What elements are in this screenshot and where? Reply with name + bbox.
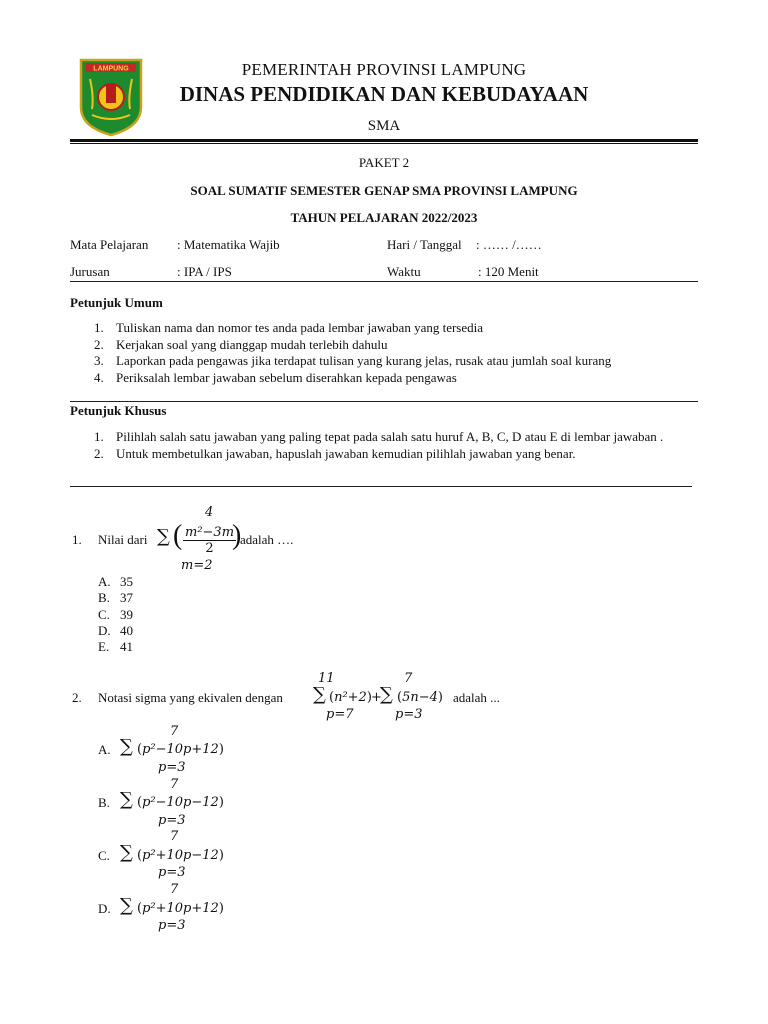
- khusus-divider: [70, 486, 692, 487]
- q1-lower-limit: m=2: [181, 558, 213, 573]
- q1-option[interactable]: A. 35: [98, 574, 133, 589]
- q2-optC-term: p²+10p−12: [142, 848, 219, 863]
- petunjuk-umum-heading: Petunjuk Umum: [70, 295, 163, 310]
- petunjuk-khusus-heading: Petunjuk Khusus: [70, 403, 167, 418]
- mapel-label: Mata Pelajaran: [70, 237, 149, 252]
- q2-optB-letter[interactable]: B.: [98, 795, 110, 810]
- sigma-icon: ∑: [120, 736, 133, 757]
- q2-plus: +: [371, 690, 382, 705]
- paket-label: PAKET 2: [358, 155, 410, 170]
- waktu-value: : 120 Menit: [478, 264, 539, 279]
- q1-numerator: m²−3m: [185, 525, 235, 540]
- q1-option[interactable]: B. 37: [98, 590, 133, 606]
- hari-value: : …… /……: [476, 237, 542, 252]
- q2-optA-term-wrap[interactable]: (p²−10p+12): [137, 742, 224, 757]
- list-item: 1. Tuliskan nama dan nomor tes anda pada lembar jawaban yang tersedia: [94, 320, 484, 335]
- sigma-icon: ∑: [120, 842, 133, 863]
- q1-number: 1.: [72, 532, 82, 547]
- waktu-label: Waktu: [387, 264, 421, 279]
- academic-year: TAHUN PELAJARAN 2022/2023: [290, 210, 478, 225]
- mapel-value: : Matematika Wajib: [177, 237, 280, 252]
- q2-optD-letter[interactable]: D.: [98, 901, 111, 916]
- list-item: 4. Periksalah lembar jawaban sebelum diserahkan kepada pengawas: [94, 369, 457, 385]
- q2-optC-letter[interactable]: C.: [98, 848, 110, 863]
- q1-denominator: 2: [205, 541, 214, 556]
- q2-optB-term-wrap[interactable]: (p²−10p−12): [137, 795, 224, 810]
- info-divider: [70, 281, 698, 282]
- q2-optD-upper: 7: [170, 882, 179, 897]
- sigma-icon: ∑: [120, 895, 133, 916]
- jurusan-value: : IPA / IPS: [177, 264, 232, 279]
- q2-optA-lower: p=3: [158, 760, 186, 775]
- logo-text: LAMPUNG: [93, 65, 129, 73]
- petunjuk-umum-list: [70, 320, 680, 386]
- header-line1: PEMERINTAH PROVINSI LAMPUNG: [241, 60, 527, 79]
- q2-suffix: adalah ...: [453, 690, 500, 705]
- q2-sum1-lower: p=7: [326, 707, 354, 722]
- jurusan-label: Jurusan: [70, 264, 110, 279]
- q1-option[interactable]: C. 39: [98, 606, 133, 622]
- hari-label: Hari / Tanggal: [387, 237, 462, 252]
- q2-optB-lower: p=3: [158, 813, 186, 828]
- q1-prefix: Nilai dari: [98, 532, 148, 547]
- q2-sum2-lower: p=3: [395, 707, 423, 722]
- q2-optD-term-wrap[interactable]: (p²+10p+12): [137, 901, 224, 916]
- q2-optB-upper: 7: [170, 777, 179, 792]
- header-divider: [70, 139, 698, 144]
- q2-sum2-term: 5n−4: [402, 690, 438, 705]
- q1-fraction: [183, 525, 236, 556]
- q2-optA-upper: 7: [170, 724, 179, 739]
- q2-sum2-upper: 7: [404, 671, 413, 686]
- q2-sum1-term: n²+2: [334, 690, 367, 705]
- q1-options: [98, 574, 133, 655]
- petunjuk-khusus-list: [70, 429, 696, 462]
- list-item: 2. Kerjakan soal yang dianggap mudah terlebih dahulu: [94, 336, 388, 352]
- umum-divider: [70, 401, 698, 402]
- q2-optA-term: p²−10p+12: [142, 742, 219, 757]
- q2-sum1-term-wrap: (n²+2): [329, 690, 372, 705]
- q1-left-paren: (: [173, 520, 183, 551]
- list-item: 1. Pilihlah salah satu jawaban yang paling tepat pada salah satu huruf A, B, C, D atau E di lembar jawaban .: [94, 429, 664, 444]
- header-line3: SMA: [367, 118, 401, 134]
- sigma-icon: ∑: [120, 789, 133, 810]
- q2-optC-upper: 7: [170, 829, 179, 844]
- q2-optD-lower: p=3: [158, 918, 186, 933]
- q1-right-paren: ): [232, 520, 242, 551]
- header-line2: DINAS PENDIDIKAN DAN KEBUDAYAAN: [179, 82, 589, 106]
- q2-optB-term: p²−10p−12: [142, 795, 219, 810]
- sigma-icon: ∑: [380, 684, 393, 705]
- sigma-icon: ∑: [313, 684, 326, 705]
- list-item: 3. Laporkan pada pengawas jika terdapat tulisan yang kurang jelas, rusak atau jumlah soal kurang: [94, 353, 612, 368]
- sigma-icon: ∑: [157, 526, 170, 547]
- q1-upper-limit: 4: [205, 505, 214, 520]
- exam-title: SOAL SUMATIF SEMESTER GENAP SMA PROVINSI LAMPUNG: [190, 183, 578, 198]
- q2-optC-term-wrap[interactable]: (p²+10p−12): [137, 848, 224, 863]
- q1-suffix: adalah ….: [240, 532, 294, 547]
- q2-sum1-upper: 11: [318, 671, 335, 686]
- q2-optA-letter[interactable]: A.: [98, 742, 111, 757]
- list-item: 2. Untuk membetulkan jawaban, hapuslah jawaban kemudian pilihlah jawaban yang benar.: [94, 445, 576, 461]
- q2-sum2-term-wrap: (5n−4): [397, 690, 443, 705]
- q2-optD-term: p²+10p+12: [142, 901, 219, 916]
- q1-option[interactable]: E. 41: [98, 639, 133, 655]
- q2-number: 2.: [72, 690, 82, 705]
- q2-optC-lower: p=3: [158, 865, 186, 880]
- q2-prefix: Notasi sigma yang ekivalen dengan: [98, 690, 283, 705]
- q1-option[interactable]: D. 40: [98, 622, 133, 638]
